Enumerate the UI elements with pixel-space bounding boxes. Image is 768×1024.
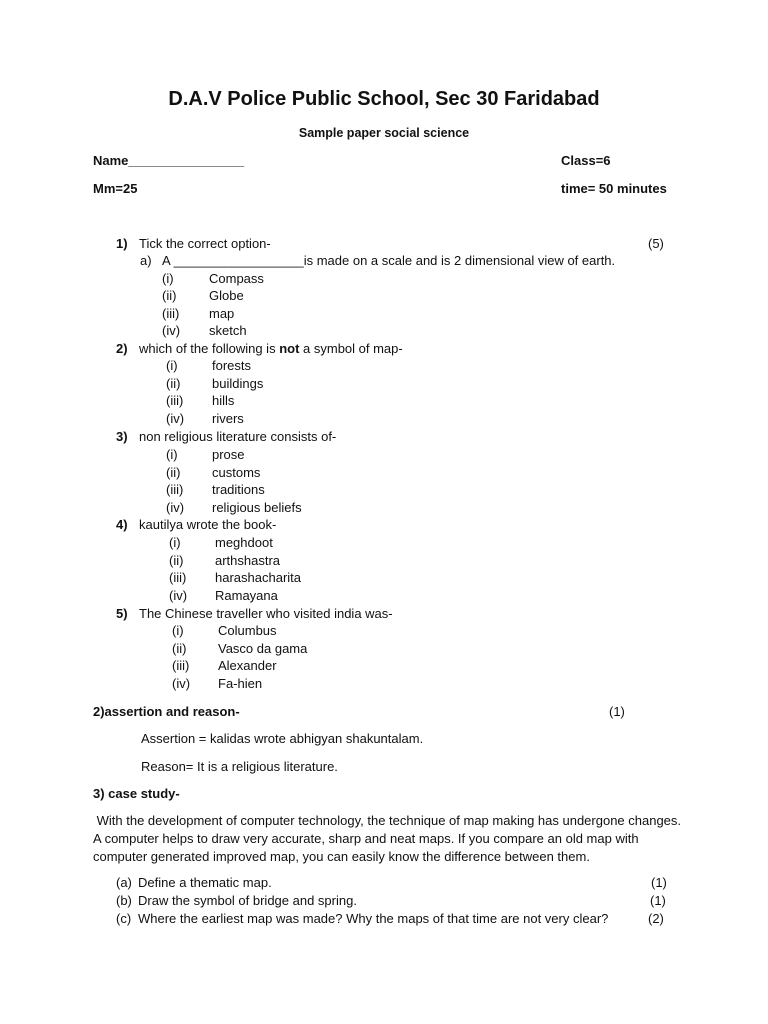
option-number: (iv) xyxy=(166,500,185,515)
question-text-part: which of the following is xyxy=(139,341,280,356)
option-number: (iv) xyxy=(172,676,191,691)
name-field-label: Name________________ xyxy=(93,153,245,168)
question-text: kautilya wrote the book- xyxy=(139,517,277,532)
marks-label: (5) xyxy=(648,236,664,251)
option-number: (iv) xyxy=(162,323,181,338)
option-text: buildings xyxy=(212,376,264,391)
option-number: (iii) xyxy=(169,570,187,585)
option-text: traditions xyxy=(212,482,265,497)
option-number: (i) xyxy=(172,623,184,638)
option-text: Compass xyxy=(209,271,264,286)
option-number: (ii) xyxy=(166,465,181,480)
option-text: Globe xyxy=(209,288,244,303)
max-marks-label: Mm=25 xyxy=(93,181,138,196)
option-text: harashacharita xyxy=(215,570,301,585)
option-number: (ii) xyxy=(162,288,177,303)
case-study-paragraph: With the development of computer technology, the technique of map making has undergone changes. A computer helps to draw very accurate, sharp and neat maps. If you compare an old map with computer generated improved map, you can easily know the difference between them. xyxy=(93,813,684,864)
option-number: (ii) xyxy=(172,641,187,656)
option-number: (ii) xyxy=(169,553,184,568)
sub-question-text: Define a thematic map. xyxy=(138,875,272,890)
option-number: (i) xyxy=(166,358,178,373)
assertion-text: Assertion = kalidas wrote abhigyan shakuntalam. xyxy=(141,731,424,746)
reason-text: Reason= It is a religious literature. xyxy=(141,759,338,774)
question-text xyxy=(139,341,403,356)
option-text: arthshastra xyxy=(215,553,281,568)
sub-question-letter: (a) xyxy=(116,875,132,890)
option-number: (iv) xyxy=(169,588,188,603)
option-number: (iii) xyxy=(172,658,190,673)
sub-question-letter: a) xyxy=(140,253,152,268)
option-text: sketch xyxy=(209,323,247,338)
question-number: 1) xyxy=(116,236,128,251)
time-label: time= 50 minutes xyxy=(561,181,667,196)
option-text: hills xyxy=(212,393,235,408)
class-label: Class=6 xyxy=(561,153,611,168)
option-number: (i) xyxy=(162,271,174,286)
option-text: religious beliefs xyxy=(212,500,302,515)
sub-question-text: Draw the symbol of bridge and spring. xyxy=(138,893,357,908)
option-number: (iv) xyxy=(166,411,185,426)
option-number: (i) xyxy=(166,447,178,462)
sub-question-text: A __________________is made on a scale and is 2 dimensional view of earth. xyxy=(162,253,616,268)
question-text: non religious literature consists of- xyxy=(139,429,337,444)
question-text-emphasis: not xyxy=(279,341,300,356)
option-text: customs xyxy=(212,465,261,480)
question-number: 3) xyxy=(116,429,128,444)
option-text: map xyxy=(209,306,235,321)
option-text: Vasco da gama xyxy=(218,641,308,656)
question-text: The Chinese traveller who visited india was- xyxy=(139,606,393,621)
option-text: meghdoot xyxy=(215,535,273,550)
marks-label: (2) xyxy=(648,911,664,926)
section-heading: 3) case study- xyxy=(93,786,180,801)
question-text: Tick the correct option- xyxy=(139,236,271,251)
marks-label: (1) xyxy=(609,704,625,719)
option-text: Ramayana xyxy=(215,588,278,603)
sub-question-letter: (c) xyxy=(116,911,132,926)
option-number: (i) xyxy=(169,535,181,550)
question-text-part: a symbol of map- xyxy=(299,341,403,356)
school-title: D.A.V Police Public School, Sec 30 Faridabad xyxy=(168,88,600,110)
option-text: Alexander xyxy=(218,658,277,673)
option-text: Columbus xyxy=(218,623,277,638)
marks-label: (1) xyxy=(651,875,667,890)
option-text: rivers xyxy=(212,411,244,426)
option-text: forests xyxy=(212,358,252,373)
marks-label: (1) xyxy=(650,893,666,908)
option-number: (ii) xyxy=(166,376,181,391)
section-heading: 2)assertion and reason- xyxy=(93,704,240,719)
question-number: 2) xyxy=(116,341,128,356)
question-number: 4) xyxy=(116,517,128,532)
sub-question-text: Where the earliest map was made? Why the maps of that time are not very clear? xyxy=(138,911,609,926)
option-number: (iii) xyxy=(166,393,184,408)
paper-subtitle: Sample paper social science xyxy=(298,126,470,140)
question-number: 5) xyxy=(116,606,128,621)
option-number: (iii) xyxy=(166,482,184,497)
sub-question-letter: (b) xyxy=(116,893,132,908)
option-text: prose xyxy=(212,447,245,462)
option-text: Fa-hien xyxy=(218,676,263,691)
option-number: (iii) xyxy=(162,306,180,321)
